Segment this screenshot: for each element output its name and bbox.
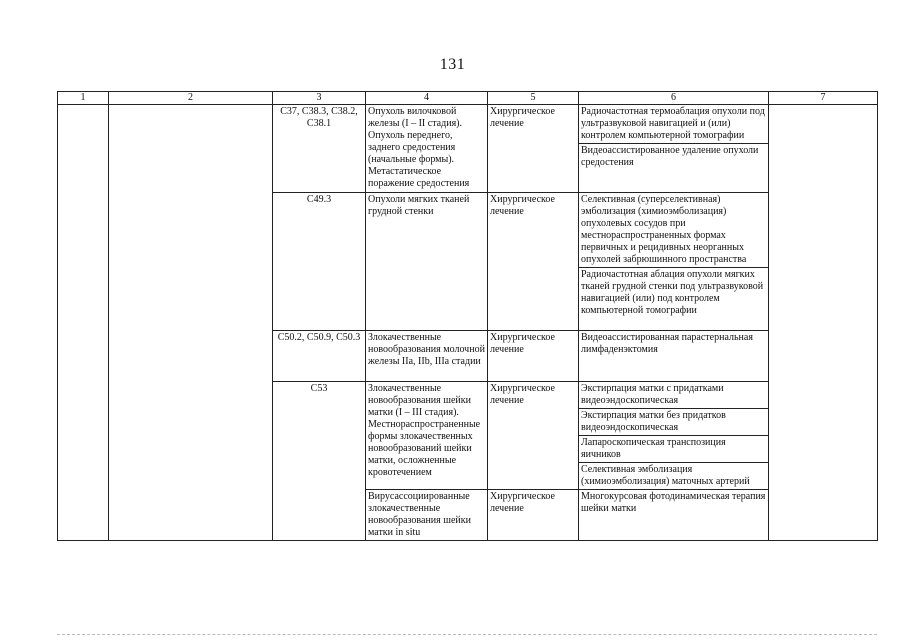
diagnosis-cell: Опухоль вилочковой железы (I – II стадия). Опухоль переднего, заднего средостения (начальные формы). Метастатическое поражение средостения <box>366 105 488 193</box>
treatment-cell: Хирургическое лечение <box>488 331 579 382</box>
header-col-1: 1 <box>58 92 109 105</box>
diagnosis-cell: Злокачественные новообразования молочной железы IIa, IIb, IIIa стадии <box>366 331 488 382</box>
header-col-4: 4 <box>366 92 488 105</box>
icd-code-cell: C50.2, C50.9, C50.3 <box>273 331 366 382</box>
header-row <box>58 92 878 105</box>
procedures-table <box>57 91 878 541</box>
table-row <box>58 105 878 144</box>
method-cell: Селективная (суперселективная) эмболизация (химиоэмболизация) опухолевых сосудов при местнораспространенных формах первичных и рецидивных неорганных опухолей забрюшинного пространства <box>579 193 769 268</box>
method-cell: Видеоассистированное удаление опухоли средостения <box>579 144 769 193</box>
treatment-cell: Хирургическое лечение <box>488 382 579 490</box>
icd-code-cell: C37, C38.3, C38.2, C38.1 <box>273 105 366 193</box>
header-col-5: 5 <box>488 92 579 105</box>
treatment-cell: Хирургическое лечение <box>488 490 579 541</box>
header-col-3: 3 <box>273 92 366 105</box>
icd-code-cell: C53 <box>273 382 366 541</box>
method-cell: Лапароскопическая транспозиция яичников <box>579 436 769 463</box>
treatment-cell: Хирургическое лечение <box>488 105 579 193</box>
treatment-cell: Хирургическое лечение <box>488 193 579 331</box>
method-cell: Видеоассистированная парастернальная лимфаденэктомия <box>579 331 769 382</box>
diagnosis-cell: Злокачественные новообразования шейки матки (I – III стадия). Местнораспространенные формы злокачественных новообразований шейки матки, осложненные кровотечением <box>366 382 488 490</box>
col2-cell <box>109 105 273 541</box>
header-col-2: 2 <box>109 92 273 105</box>
header-col-7: 7 <box>769 92 878 105</box>
col7-cell <box>769 105 878 541</box>
diagnosis-cell: Вирусассоциированные злокачественные новообразования шейки матки in situ <box>366 490 488 541</box>
method-cell: Радиочастотная аблация опухоли мягких тканей грудной стенки под ультразвуковой навигацией (или) под контролем компьютерной томографии <box>579 268 769 331</box>
header-col-6: 6 <box>579 92 769 105</box>
method-cell: Селективная эмболизация (химиоэмболизация) маточных артерий <box>579 463 769 490</box>
method-cell: Экстирпация матки без придатков видеоэндоскопическая <box>579 409 769 436</box>
page-bottom-divider <box>57 634 877 635</box>
page-number: 131 <box>439 56 466 73</box>
icd-code-cell: C49.3 <box>273 193 366 331</box>
method-cell: Экстирпация матки с придатками видеоэндоскопическая <box>579 382 769 409</box>
method-cell: Многокурсовая фотодинамическая терапия шейки матки <box>579 490 769 541</box>
diagnosis-cell: Опухоли мягких тканей грудной стенки <box>366 193 488 331</box>
method-cell: Радиочастотная термоаблация опухоли под ультразвуковой навигацией и (или) контролем компьютерной томографии <box>579 105 769 144</box>
col1-cell <box>58 105 109 541</box>
